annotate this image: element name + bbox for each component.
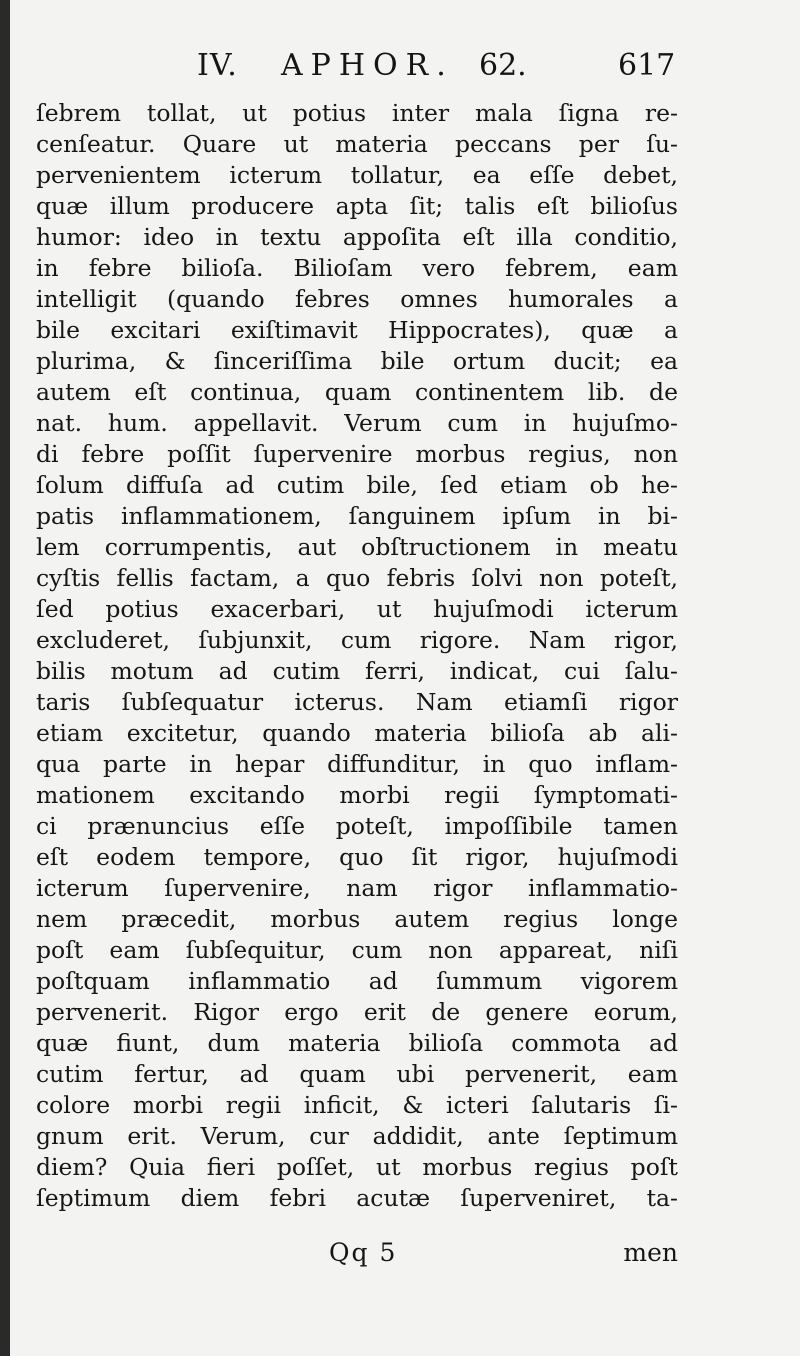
- text-line: pervenientem icterum tollatur, ea eſſe debet,: [36, 161, 678, 189]
- catchword: men: [623, 1238, 678, 1267]
- text-line: nem præcedit, morbus autem regius longe: [36, 905, 678, 933]
- text-line: ſed potius exacerbari, ut hujuſmodi icterum: [36, 595, 678, 623]
- text-line: poſt eam ſubſequitur, cum non appareat, niſi: [36, 936, 678, 964]
- text-line: ſolum diffuſa ad cutim bile, ſed etiam ob he-: [36, 471, 678, 499]
- text-line: ſebrem tollat, ut potius inter mala ſigna re-: [36, 99, 678, 127]
- text-line: cyſtis fellis factam, a quo febris ſolvi non poteſt,: [36, 564, 678, 592]
- header-section: IV.: [197, 48, 238, 83]
- text-line: in febre bilioſa. Bilioſam vero febrem, eam: [36, 254, 678, 282]
- text-line: ſeptimum diem febri acutæ ſuperveniret, ta-: [36, 1184, 678, 1212]
- text-line: gnum erit. Verum, cur addidit, ante ſeptimum: [36, 1122, 678, 1150]
- text-line: di febre poſſit ſupervenire morbus regius, non: [36, 440, 678, 468]
- text-line: lem corrumpentis, aut obſtructionem in meatu: [36, 533, 678, 561]
- text-line: eſt eodem tempore, quo ſit rigor, hujuſmodi: [36, 843, 678, 871]
- text-line: taris ſubſequatur icterus. Nam etiamſi rigor: [36, 688, 678, 716]
- text-line: patis inflammationem, ſanguinem ipſum in bi-: [36, 502, 678, 530]
- text-line: mationem excitando morbi regii ſymptomati-: [36, 781, 678, 809]
- header-aphor: APHOR.: [281, 48, 454, 83]
- page-footer: [36, 1238, 678, 1278]
- text-line: qua parte in hepar diffunditur, in quo inflam-: [36, 750, 678, 778]
- running-header: [36, 48, 686, 88]
- text-line: icterum ſupervenire, nam rigor inflammatio-: [36, 874, 678, 902]
- text-line: cutim fertur, ad quam ubi pervenerit, eam: [36, 1060, 678, 1088]
- text-line: pervenerit. Rigor ergo erit de genere eorum,: [36, 998, 678, 1026]
- text-line: humor: ideo in textu appoſita eſt illa conditio,: [36, 223, 678, 251]
- header-aphorism-number: 62.: [479, 48, 527, 83]
- signature-mark: Qq 5: [329, 1238, 398, 1267]
- page-number: 617: [618, 48, 676, 83]
- text-line: plurima, & ſinceriſſima bile ortum ducit; ea: [36, 347, 678, 375]
- text-line: etiam excitetur, quando materia bilioſa ab ali-: [36, 719, 678, 747]
- text-line: colore morbi regii inficit, & icteri ſalutaris ſi-: [36, 1091, 678, 1119]
- text-line: excluderet, ſubjunxit, cum rigore. Nam rigor,: [36, 626, 678, 654]
- body-text: [36, 98, 678, 1214]
- text-line: diem? Quia fieri poſſet, ut morbus regius poſt: [36, 1153, 678, 1181]
- text-line: poſtquam inflammatio ad ſummum vigorem: [36, 967, 678, 995]
- text-line: cenſeatur. Quare ut materia peccans per ſu-: [36, 130, 678, 158]
- page-spine-edge: [0, 0, 10, 1356]
- text-line: autem eſt continua, quam continentem lib. de: [36, 378, 678, 406]
- text-line: bilis motum ad cutim ferri, indicat, cui ſalu-: [36, 657, 678, 685]
- text-line: intelligit (quando febres omnes humorales a: [36, 285, 678, 313]
- text-line: nat. hum. appellavit. Verum cum in hujuſmo-: [36, 409, 678, 437]
- text-line: bile excitari exiſtimavit Hippocrates), quæ a: [36, 316, 678, 344]
- text-line: quæ illum producere apta ſit; talis eſt bilioſus: [36, 192, 678, 220]
- text-line: quæ fiunt, dum materia bilioſa commota ad: [36, 1029, 678, 1057]
- text-line: ci prænuncius eſſe poteſt, impoſſibile tamen: [36, 812, 678, 840]
